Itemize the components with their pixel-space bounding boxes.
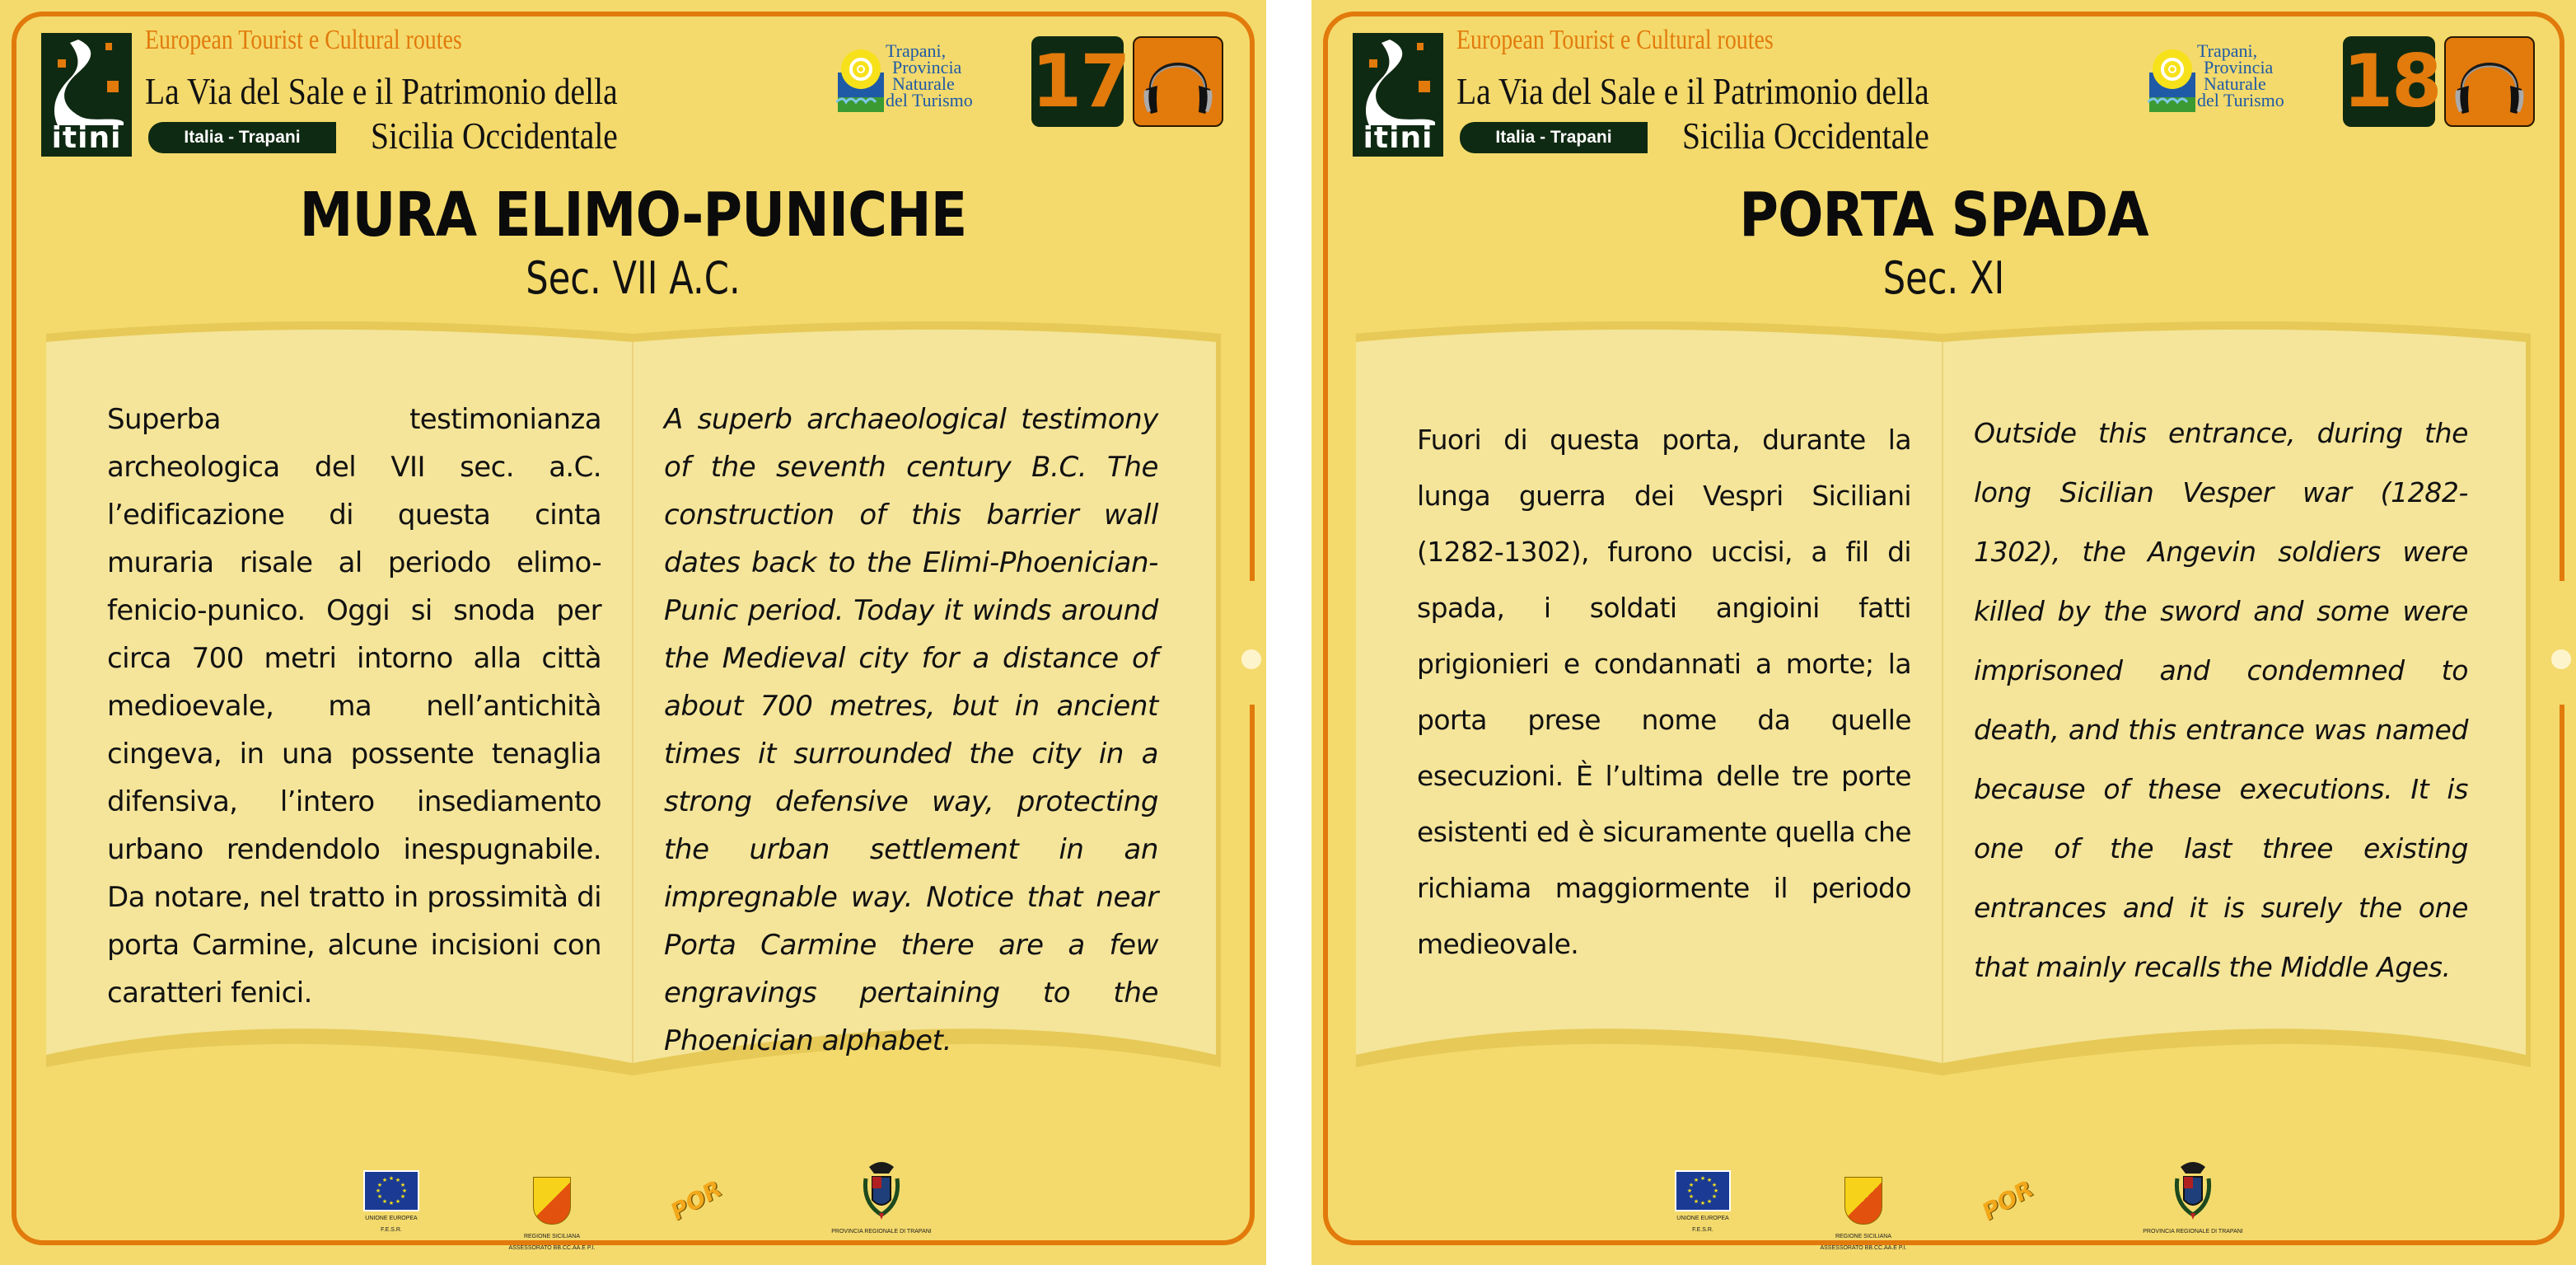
svg-text:★: ★ [376, 1183, 383, 1188]
svg-text:★: ★ [376, 1194, 383, 1200]
route-title-line2: Sicilia Occidentale [371, 115, 618, 157]
svg-text:★: ★ [381, 1199, 388, 1205]
itini-wordmark: itini [1363, 121, 1433, 155]
por-logo: POR [1977, 1174, 2038, 1226]
sponsor-logos [1311, 1170, 2576, 1253]
sign-panel-17 [0, 0, 1266, 1265]
site-title: PORTA SPADA [1739, 180, 2148, 251]
eu-flag-logo: ★ ★ ★ ★ ★ ★ ★ ★ ★ ★ ★ ★ UNIONE EUROPEA F.E.S.R. [1657, 1170, 1748, 1235]
svg-text:★: ★ [1706, 1178, 1713, 1183]
svg-text:★: ★ [1706, 1199, 1713, 1205]
stop-number-badge: 17 [1031, 36, 1124, 127]
italian-description: Fuori di questa porta, durante la lunga guerra dei Vespri Siciliani (1282-1302), furono uccisi, a fil di spada, i soldati angioini fatti prigionieri e condannati a morte; la porta prese nome da quelle esecuzioni. È l’ultima delle tre porte esistenti ed è sicuramente quella che richiama maggiormente il periodo medieovale. [1417, 424, 1911, 960]
por-logo: POR [666, 1174, 727, 1226]
route-title-line1: La Via del Sale e il Patrimonio della [1456, 70, 1929, 112]
open-book-graphic [1356, 321, 2531, 1162]
itini-logo [41, 33, 132, 157]
italian-description: Superba testimonianza archeologica del VII sec. a.C. l’edificazione di questa cinta muraria risale al periodo elimo-fenicio-punico. Oggi si snoda per circa 700 metri intorno alla città medioevale, ma nell’antichità cingeva, in una possente tenaglia difensiva, l’intero insediamento urbano rendendolo inespugnabile. Da notare, nel tratto in prossimità di porta Carmine, alcune incisioni con caratteri fenici. [107, 403, 601, 1010]
tagline: European Tourist e Cultural routes [145, 25, 462, 55]
trapani-tourism-logo [2148, 41, 2312, 119]
svg-text:★: ★ [395, 1199, 401, 1205]
svg-text:★: ★ [401, 1188, 408, 1194]
svg-text:★: ★ [1693, 1178, 1699, 1183]
open-book-graphic [46, 321, 1221, 1162]
headphones-icon [1134, 38, 1222, 125]
provincia-trapani-crest: PROVINCIA REGIONALE DI TRAPANI [824, 1159, 939, 1236]
site-century: Sec. XI [1882, 252, 2005, 304]
svg-text:★: ★ [1699, 1176, 1706, 1182]
side-tab-text [2555, 580, 2566, 644]
sign-panel-18 [1311, 0, 2576, 1265]
headphones-icon [2446, 38, 2533, 125]
seal-icon [2551, 649, 2571, 669]
english-description: A superb archaeological testimony of the seventh century B.C. The construction of this barrier wall dates back to the Elimi-Phoenician-Punic period. Today it winds around the Medieval city for a distance of about 700 metres, but in ancient times it surrounded the city in a strong defensive way, protecting the urban settlement in an impregnable way. Notice that near Porta Carmine there are a few engravings pertaining to the Phoenician alphabet. [664, 403, 1158, 1057]
svg-text:★: ★ [1711, 1183, 1718, 1188]
location-pill: Italia - Trapani [148, 122, 336, 153]
svg-text:★: ★ [1711, 1194, 1718, 1200]
svg-text:★: ★ [1699, 1201, 1706, 1206]
svg-text:★: ★ [1686, 1188, 1693, 1194]
itini-logo [1353, 33, 1443, 157]
audio-guide-badge[interactable] [1133, 36, 1223, 127]
stop-number-badge: 18 [2343, 36, 2435, 127]
tagline: European Tourist e Cultural routes [1456, 25, 1774, 55]
seal-icon [1241, 649, 1261, 669]
side-tab [2548, 577, 2574, 684]
svg-text:★: ★ [381, 1178, 388, 1183]
provincia-trapani-crest: PROVINCIA REGIONALE DI TRAPANI [2135, 1159, 2251, 1236]
side-tab [1238, 577, 1265, 684]
svg-text:★: ★ [388, 1176, 395, 1182]
route-title-line1: La Via del Sale e il Patrimonio della [145, 70, 618, 112]
svg-text:★: ★ [1688, 1194, 1695, 1200]
regione-sicilia-logo: REGIONE SICILIANA ASSESSORATO BB.CC.AA.E P.I. [1814, 1177, 1913, 1253]
svg-text:★: ★ [1688, 1183, 1695, 1188]
sponsor-logos [0, 1170, 1266, 1253]
tp-logo-text: Trapani, Provincia Naturale del Turismo [886, 40, 973, 110]
english-description: Outside this entrance, during the long Sicilian Vesper war (1282-1302), the Angevin soldiers were killed by the sword and some were imprisoned and condemned to death, and this entrance was named because of these executions. It is one of the last three existing entrances and it is surely the one that mainly recalls the Middle Ages. [1974, 417, 2468, 983]
svg-text:★: ★ [388, 1201, 395, 1206]
side-tab-text [1245, 580, 1256, 644]
site-century: Sec. VII A.C. [526, 252, 741, 304]
site-title: MURA ELIMO-PUNICHE [299, 180, 967, 251]
svg-text:★: ★ [395, 1178, 401, 1183]
svg-text:★: ★ [375, 1188, 381, 1194]
tp-logo-text: Trapani, Provincia Naturale del Turismo [2197, 40, 2284, 110]
svg-text:★: ★ [1693, 1199, 1699, 1205]
location-pill: Italia - Trapani [1460, 122, 1648, 153]
regione-sicilia-logo: REGIONE SICILIANA ASSESSORATO BB.CC.AA.E P.I. [503, 1177, 601, 1253]
eu-flag-logo: ★ ★ ★ ★ ★ ★ ★ ★ ★ ★ ★ ★ UNIONE EUROPEA F.E.S.R. [346, 1170, 437, 1235]
svg-text:★: ★ [400, 1194, 406, 1200]
route-title-line2: Sicilia Occidentale [1682, 115, 1929, 157]
svg-text:★: ★ [400, 1183, 406, 1188]
audio-guide-badge[interactable] [2444, 36, 2535, 127]
trapani-tourism-logo [836, 41, 1001, 119]
svg-text:★: ★ [1713, 1188, 1719, 1194]
itini-wordmark: itini [51, 121, 122, 155]
